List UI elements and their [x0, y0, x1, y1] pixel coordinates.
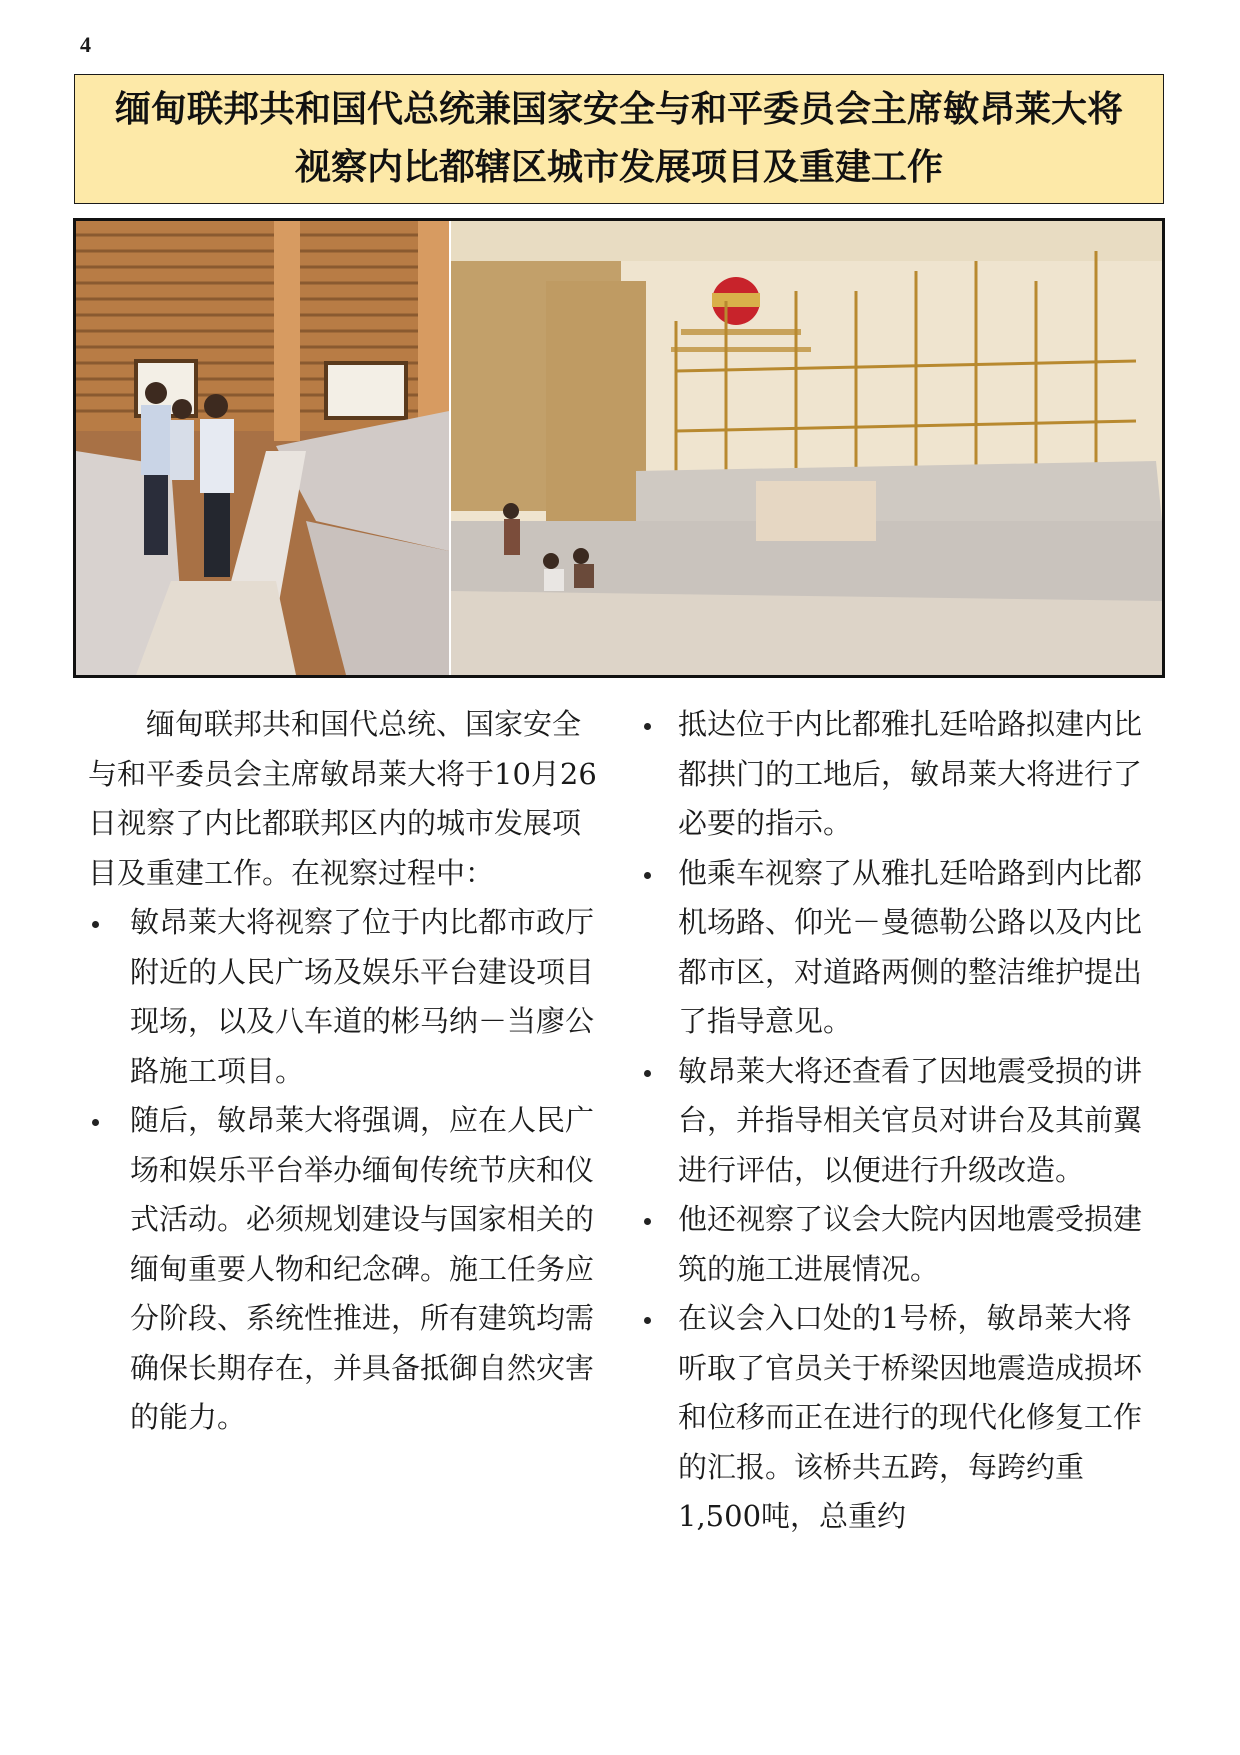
list-item: 抵达位于内比都雅扎廷哈路拟建内比都拱门的工地后，敏昂莱大将进行了必要的指示。 — [640, 700, 1160, 849]
list-item: 他还视察了议会大院内因地震受损建筑的施工进展情况。 — [640, 1195, 1160, 1294]
list-item: 他乘车视察了从雅扎廷哈路到内比都机场路、仰光－曼德勒公路以及内比都市区，对道路两侧的整洁维护提出了指导意见。 — [640, 849, 1160, 1047]
left-bullet-list — [88, 898, 603, 1443]
inspection-photos — [76, 221, 1162, 675]
list-item: 随后，敏昂莱大将强调，应在人民广场和娱乐平台举办缅甸传统节庆和仪式活动。必须规划建设与国家相关的缅甸重要人物和纪念碑。施工任务应分阶段、系统性推进，所有建筑均需确保长期存在，并具备抵御自然灾害的能力。 — [88, 1096, 603, 1443]
right-bullet-list — [640, 700, 1160, 1542]
list-item: 敏昂莱大将还查看了因地震受损的讲台，并指导相关官员对讲台及其前翼进行评估，以便进行升级改造。 — [640, 1047, 1160, 1196]
article-left-column — [88, 700, 603, 1443]
list-item: 敏昂莱大将视察了位于内比都市政厅附近的人民广场及娱乐平台建设项目现场，以及八车道的彬马纳－当廖公路施工项目。 — [88, 898, 603, 1096]
right-photo-stage — [451, 221, 1162, 675]
left-photo-hall — [76, 221, 449, 675]
headline-line-2: 视察内比都辖区城市发展项目及重建工作 — [294, 147, 943, 188]
list-item: 在议会入口处的1号桥，敏昂莱大将听取了官员关于桥梁因地震造成损坏和位移而正在进行的现代化修复工作的汇报。该桥共五跨，每跨约重1,500吨，总重约 — [640, 1294, 1160, 1542]
article-right-column — [640, 700, 1160, 1542]
headline-box — [74, 74, 1164, 204]
headline-line-1: 缅甸联邦共和国代总统兼国家安全与和平委员会主席敏昂莱大将 — [114, 89, 1123, 130]
page-number: 4 — [80, 32, 91, 57]
intro-paragraph: 缅甸联邦共和国代总统、国家安全与和平委员会主席敏昂莱大将于10月26日视察了内比都联邦区内的城市发展项目及重建工作。在视察过程中： — [88, 707, 597, 890]
photo-strip — [73, 218, 1165, 678]
